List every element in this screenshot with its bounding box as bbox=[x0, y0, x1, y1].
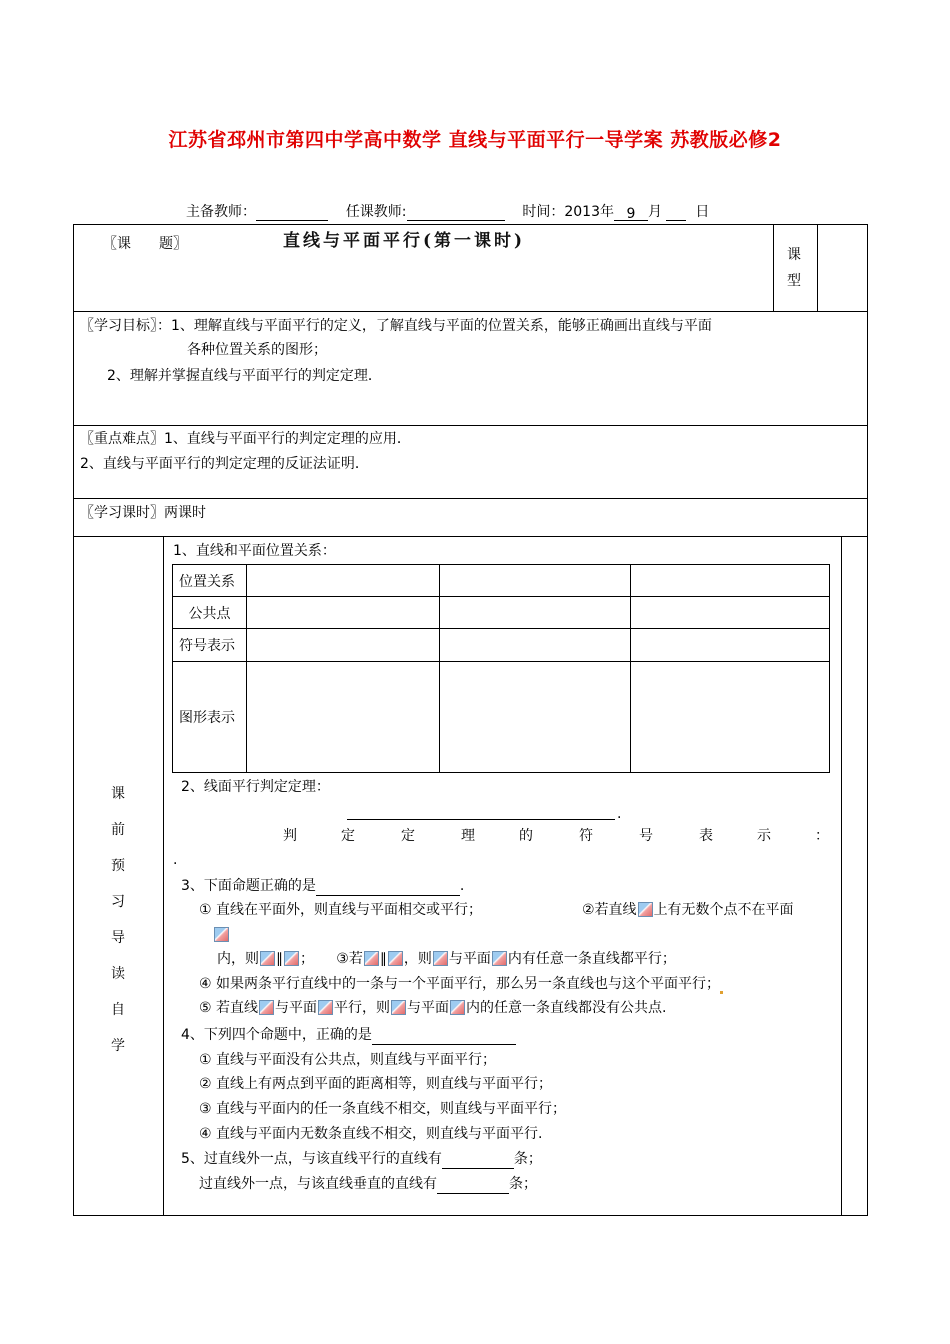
section2-heading: 2、线面平行判定定理： bbox=[181, 779, 330, 795]
day-label: 日 bbox=[695, 204, 710, 220]
section4-item: ④ 直线与平面内无数条直线不相交，则直线与平面平行. bbox=[199, 1126, 543, 1142]
symbol-char: ： bbox=[815, 828, 829, 844]
table-row-label: 位置关系 bbox=[173, 565, 247, 597]
side-label-char: 预 bbox=[111, 858, 125, 874]
symbol-char: 定 bbox=[341, 828, 355, 844]
month-value: 9 bbox=[614, 206, 648, 221]
section5-line1: 5、过直线外一点，与该直线平行的直线有 条； bbox=[181, 1151, 542, 1167]
key-points-line-2: 2、直线与平面平行的判定定理的反证法证明． bbox=[80, 456, 369, 472]
table-row-label: 公共点 bbox=[173, 597, 247, 629]
theorem-blank bbox=[347, 819, 615, 820]
plane-symbol-icon bbox=[388, 951, 403, 966]
side-label-char: 读 bbox=[111, 966, 125, 982]
type-col-right bbox=[817, 224, 818, 311]
line-symbol-icon bbox=[260, 951, 275, 966]
table-border-right bbox=[867, 224, 868, 1216]
lead-teacher-label: 主备教师： bbox=[186, 204, 256, 220]
objectives-line-1: 〖学习目标〗：1、理解直线与平面平行的定义，了解直线与平面的位置关系，能够正确画出直线与平面 bbox=[80, 318, 712, 334]
section5-line2: 过直线外一点，与该直线垂直的直线有 条； bbox=[199, 1176, 537, 1192]
plane-symbol-icon bbox=[284, 951, 299, 966]
section4-heading: 4、下列四个命题中，正确的是 bbox=[181, 1027, 372, 1043]
row-divider-3 bbox=[73, 498, 868, 499]
type-col-left bbox=[773, 224, 774, 311]
lead-teacher-blank bbox=[256, 206, 328, 221]
symbol-char: 定 bbox=[401, 828, 415, 844]
time-label: 时间：2013年 bbox=[522, 204, 614, 220]
type-label-1: 课 bbox=[787, 247, 801, 263]
teacher-blank bbox=[407, 206, 505, 221]
section3-item4: ④ 如果两条平行直线中的一条与一个平面平行，那么另一条直线也与这个平面平行； bbox=[199, 974, 723, 994]
table-border-bottom bbox=[73, 1215, 868, 1216]
section3-item2-start: ②若直线 上有无数个点不在平面 bbox=[582, 902, 794, 918]
section4-heading-row bbox=[181, 1025, 516, 1045]
row-divider-4 bbox=[73, 536, 868, 537]
objectives-line-2: 各种位置关系的图形； bbox=[187, 342, 327, 358]
table-row bbox=[173, 629, 830, 662]
side-label-char: 学 bbox=[111, 1038, 125, 1054]
symbol-char: 符 bbox=[579, 828, 593, 844]
section3-heading: 3、下面命题正确的是 bbox=[181, 878, 316, 894]
perpendicular-count-blank bbox=[437, 1179, 509, 1194]
symbol-char: 判 bbox=[283, 828, 297, 844]
theorem-period: . bbox=[617, 806, 622, 822]
table-row bbox=[173, 597, 830, 629]
symbol-blank-dot: . bbox=[173, 852, 178, 868]
symbol-char: 理 bbox=[461, 828, 475, 844]
month-label: 月 bbox=[647, 204, 662, 220]
plane-symbol-icon bbox=[318, 1000, 333, 1015]
parallel-count-blank bbox=[442, 1154, 514, 1169]
symbol-char: 示 bbox=[757, 828, 771, 844]
section1-heading: 1、直线和平面位置关系： bbox=[173, 543, 336, 559]
table-row bbox=[173, 565, 830, 597]
section3-item1: ① 直线在平面外，则直线与平面相交或平行； bbox=[199, 902, 482, 918]
section3-item2-end: 内，则 ∥ ； ③若 ∥ ，则 与平面 内有任意一条直线都平行； bbox=[217, 951, 676, 967]
table-border-top bbox=[73, 224, 868, 225]
table-row-label: 图形表示 bbox=[173, 662, 247, 773]
line-symbol-icon bbox=[364, 951, 379, 966]
section4-item: ③ 直线与平面内的任一条直线不相交，则直线与平面平行； bbox=[199, 1101, 566, 1117]
side-col-divider bbox=[163, 536, 164, 1215]
section4-item: ① 直线与平面没有公共点，则直线与平面平行； bbox=[199, 1052, 496, 1068]
side-label-char: 课 bbox=[111, 786, 125, 802]
topic-title: 直线与平面平行(第一课时) bbox=[283, 231, 526, 251]
document-title: 江苏省邳州市第四中学高中数学 直线与平面平行一导学案 苏教版必修2 bbox=[168, 129, 782, 151]
plane-symbol-icon bbox=[492, 951, 507, 966]
study-hours: 〖学习课时〗两课时 bbox=[80, 505, 206, 521]
topic-label: 〖课 题〗 bbox=[103, 236, 187, 252]
side-label-char: 自 bbox=[111, 1002, 125, 1018]
section3-heading-row: 3、下面命题正确的是 . bbox=[181, 878, 465, 894]
meta-line bbox=[186, 201, 709, 221]
line-symbol-icon bbox=[433, 951, 448, 966]
section4-item: ② 直线上有两点到平面的距离相等，则直线与平面平行； bbox=[199, 1076, 552, 1092]
row-divider-2 bbox=[73, 425, 868, 426]
key-points-line-1: 〖重点难点〗1、直线与平面平行的判定定理的应用． bbox=[80, 431, 411, 447]
plane-symbol-icon bbox=[450, 1000, 465, 1015]
line-symbol-icon bbox=[259, 1000, 274, 1015]
section3-answer-blank bbox=[316, 881, 460, 896]
side-label-char: 习 bbox=[111, 894, 125, 910]
table-border-left bbox=[73, 224, 74, 1216]
teacher-label: 任课教师: bbox=[345, 204, 407, 220]
scan-artifact-dot bbox=[720, 991, 723, 994]
day-blank bbox=[666, 206, 686, 221]
side-label-char: 前 bbox=[111, 822, 125, 838]
side-label-char: 导 bbox=[111, 930, 125, 946]
symbol-char: 表 bbox=[699, 828, 713, 844]
type-label-2: 型 bbox=[787, 273, 801, 289]
table-row bbox=[173, 662, 830, 773]
section3-item5: ⑤ 若直线 与平面 平行，则 与平面 内的任意一条直线都没有公共点. bbox=[199, 1000, 667, 1016]
line-symbol-icon bbox=[638, 902, 653, 917]
symbol-char: 号 bbox=[639, 828, 653, 844]
objectives-line-3: 2、理解并掌握直线与平面平行的判定定理． bbox=[107, 368, 382, 384]
right-col-divider bbox=[841, 536, 842, 1215]
plane-symbol-icon bbox=[214, 927, 229, 942]
symbol-char: 的 bbox=[519, 828, 533, 844]
line-symbol-icon bbox=[391, 1000, 406, 1015]
section4-answer-blank bbox=[372, 1030, 516, 1045]
position-relations-table bbox=[172, 564, 830, 773]
table-row-label: 符号表示 bbox=[173, 629, 247, 662]
row-divider-1 bbox=[73, 311, 868, 312]
